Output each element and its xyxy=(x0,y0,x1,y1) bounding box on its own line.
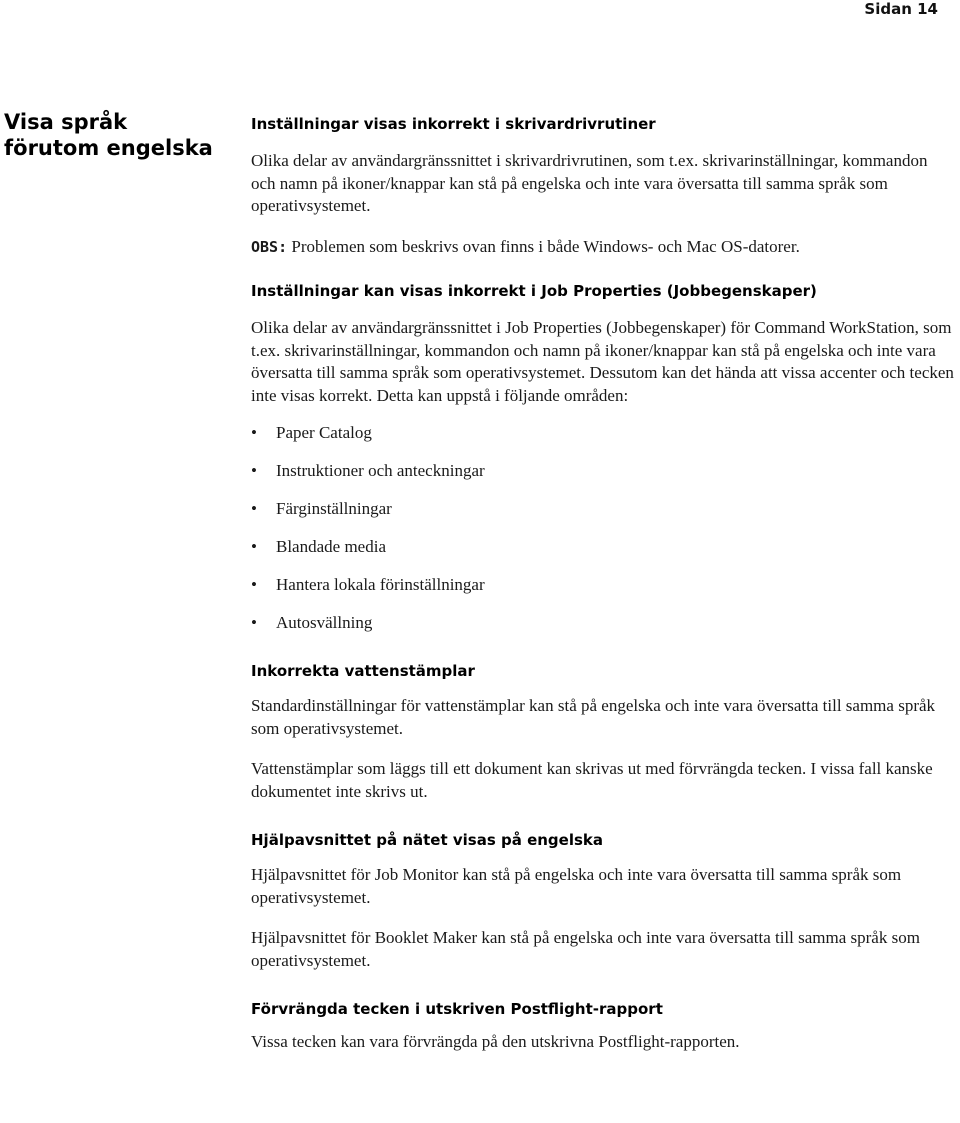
main-content xyxy=(251,112,956,1054)
page-number: Sidan 14 xyxy=(864,0,938,18)
paragraph-watermarks-1: Standardinställningar för vattenstämplar kan stå på engelska och inte vara översatta till samma språk som operativsystemet. xyxy=(251,696,936,738)
heading-postflight: Förvrängda tecken i utskriven Postflight-rapport xyxy=(251,1000,663,1018)
heading-online-help: Hjälpavsnittet på nätet visas på engelska xyxy=(251,831,604,849)
list-item: • Autosvällning xyxy=(251,613,373,632)
paragraph-job-properties: Olika delar av användargränssnittet i Job Properties (Jobbegenskaper) för Command WorkStation, som t.ex. skrivarinställningar, kommandon och namn på ikoner/knappar kan stå på engelska och inte vara översatta till samma språk som operativsystemet. Dessutom kan det hända att vissa accenter och tecken inte visas korrekt. Detta kan uppstå i följande områden: xyxy=(251,318,954,405)
bullet-icon: • xyxy=(251,613,257,632)
paragraph-printer-driver: Olika delar av användargränssnittet i skrivardrivrutinen, som t.ex. skrivarinställningar, kommandon och namn på ikoner/knappar kan stå på engelska och inte vara översatta till samma språk som operativsystemet. xyxy=(251,151,928,215)
paragraph-postflight: Vissa tecken kan vara förvrängda på den utskrivna Postflight-rapporten. xyxy=(251,1032,740,1051)
note-text: Problemen som beskrivs ovan finns i både Windows- och Mac OS-datorer. xyxy=(287,236,800,256)
bullet-icon: • xyxy=(251,575,257,594)
bullet-icon: • xyxy=(251,423,257,442)
bullet-icon: • xyxy=(251,499,257,518)
heading-printer-driver: Inställningar visas inkorrekt i skrivardrivrutiner xyxy=(251,115,656,133)
list-item: • Hantera lokala förinställningar xyxy=(251,575,485,594)
list-item: • Färginställningar xyxy=(251,499,392,518)
bullet-icon: • xyxy=(251,537,257,556)
heading-watermarks: Inkorrekta vattenstämplar xyxy=(251,662,475,680)
list-item: • Paper Catalog xyxy=(251,423,372,442)
note-label: OBS: xyxy=(251,237,288,256)
list-item: • Instruktioner och anteckningar xyxy=(251,461,485,480)
note-paragraph xyxy=(251,236,956,259)
section-title: Visa språk förutom engelska xyxy=(4,110,213,160)
bullet-icon: • xyxy=(251,461,257,480)
paragraph-online-help-2: Hjälpavsnittet för Booklet Maker kan stå på engelska och inte vara översatta till samma språk som operativsystemet. xyxy=(251,928,920,970)
list-item: • Blandade media xyxy=(251,537,386,556)
paragraph-online-help-1: Hjälpavsnittet för Job Monitor kan stå på engelska och inte vara översatta till samma språk som operativsystemet. xyxy=(251,865,902,907)
heading-job-properties: Inställningar kan visas inkorrekt i Job Properties (Jobbegenskaper) xyxy=(251,282,817,300)
paragraph-watermarks-2: Vattenstämplar som läggs till ett dokument kan skrivas ut med förvrängda tecken. I vissa fall kanske dokumentet inte skrivs ut. xyxy=(251,759,933,801)
bullet-list-job-properties xyxy=(251,422,956,634)
